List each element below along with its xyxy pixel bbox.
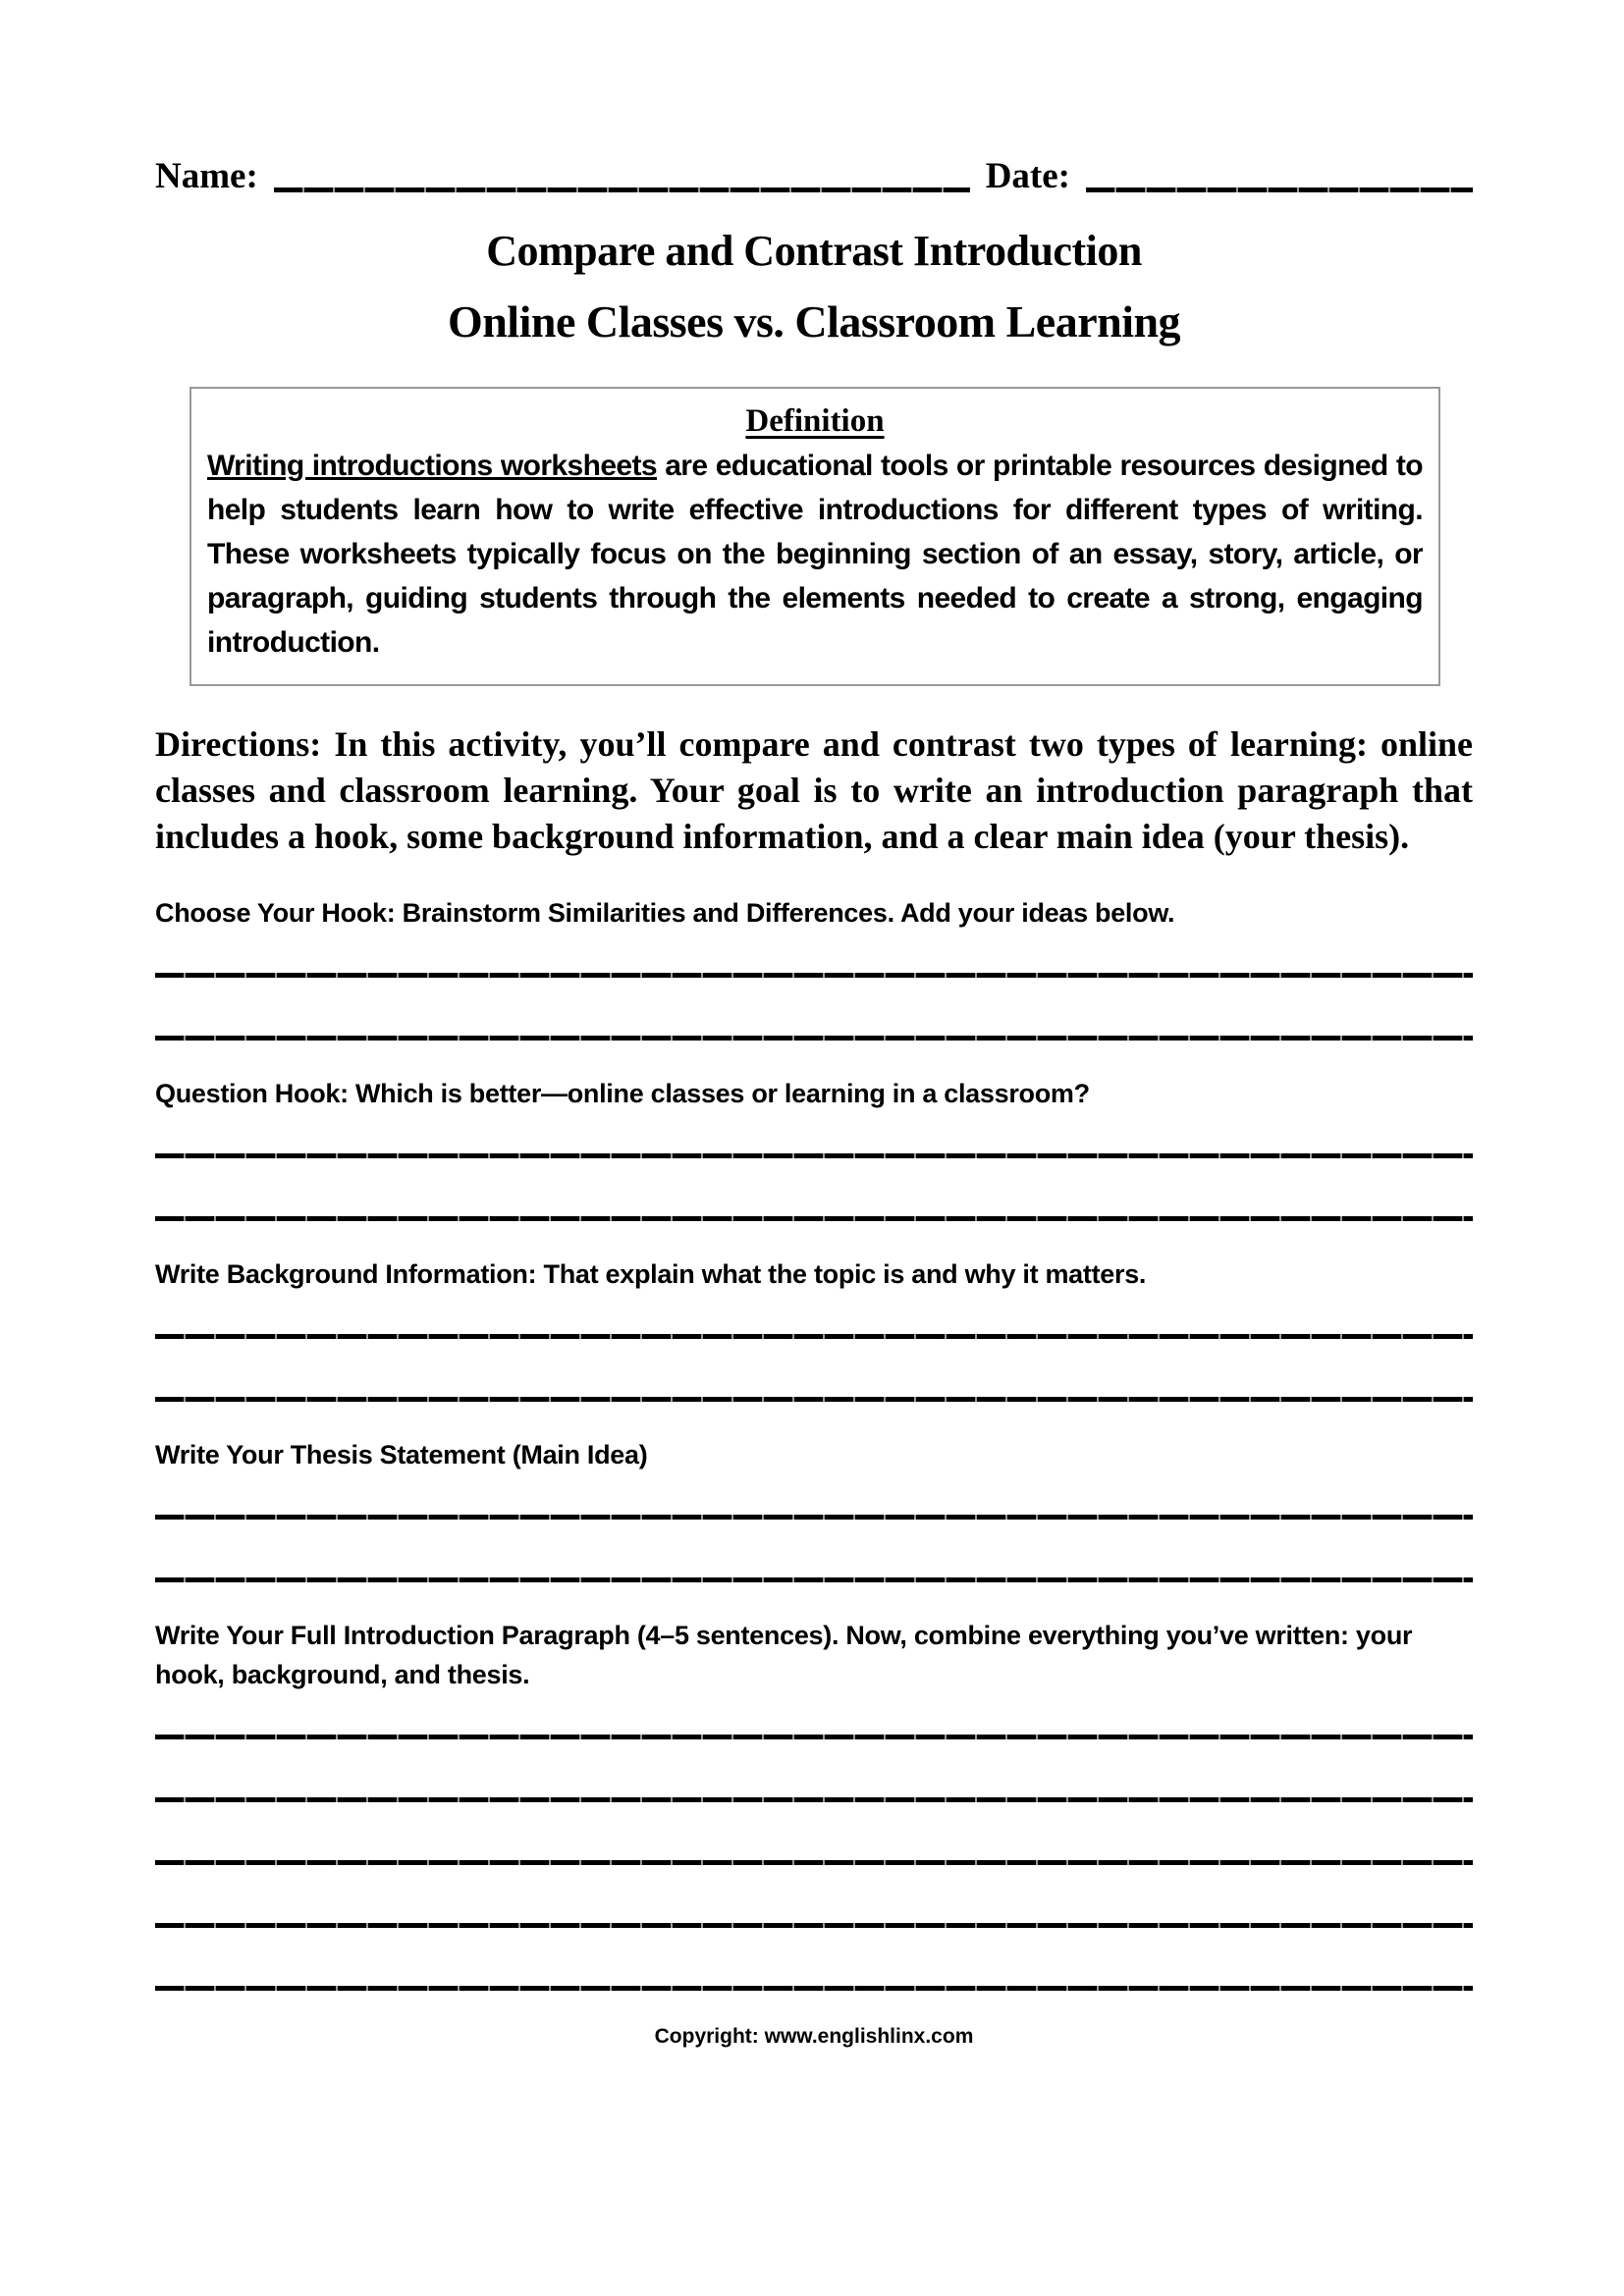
write-line (155, 1339, 1473, 1402)
definition-box (189, 387, 1440, 686)
section-heading-thesis-statement: Write Your Thesis Statement (Main Idea) (155, 1440, 648, 1469)
write-line (155, 1474, 1473, 1520)
name-label: Name: (155, 156, 258, 196)
worksheet-content (155, 0, 1473, 2050)
write-line (155, 1113, 1473, 1158)
write-line (155, 1928, 1473, 1991)
write-line (155, 933, 1473, 978)
section-question-hook (155, 1074, 1473, 1221)
write-line (155, 1520, 1473, 1582)
write-line (155, 978, 1473, 1041)
page-title: Compare and Contrast Introduction (486, 227, 1142, 275)
footer-copyright: Copyright: www.englishlinx.com (654, 2025, 974, 2048)
write-line (155, 1865, 1473, 1928)
section-choose-hook (155, 893, 1473, 1041)
definition-lead-underlined: Writing introductions worksheets (207, 450, 657, 482)
section-heading-background-info: Write Background Information: That explain what the topic is and why it matters. (155, 1259, 1147, 1289)
write-line (155, 1294, 1473, 1339)
write-line (155, 1158, 1473, 1221)
page-subtitle: Online Classes vs. Classroom Learning (447, 296, 1181, 347)
write-line (155, 1739, 1473, 1802)
date-label: Date: (985, 156, 1070, 196)
section-full-introduction (155, 1616, 1473, 1991)
section-heading-choose-hook: Choose Your Hook: Brainstorm Similarities and Differences. Add your ideas below. (155, 898, 1175, 928)
definition-body-rest: are educational tools or printable resources designed to help students learn how to write effective introductions for different types of writing. These worksheets typically focus on the beginning section of an essay, story, article, or paragraph, guiding students through the elements needed to create a strong, engaging introduction. (207, 450, 1423, 659)
section-background-info (155, 1255, 1473, 1402)
name-date-row (155, 0, 1473, 198)
sections-container (155, 893, 1473, 1991)
section-thesis-statement (155, 1435, 1473, 1582)
section-heading-question-hook: Question Hook: Which is better—online classes or learning in a classroom? (155, 1079, 1090, 1108)
definition-heading: Definition (745, 403, 885, 439)
date-blank-line (1086, 187, 1473, 192)
section-heading-full-introduction: Write Your Full Introduction Paragraph (4–5 sentences). Now, combine everything you’ve written: your hook, background, and thesis. (155, 1621, 1413, 1689)
write-line (155, 1694, 1473, 1739)
directions-paragraph: Directions: In this activity, you’ll compare and contrast two types of learning: online classes and classroom learning. Your goal is to write an introduction paragraph that includes a hook, some background information, and a clear main idea (your thesis). (155, 724, 1473, 856)
write-line (155, 1802, 1473, 1865)
name-blank-line (274, 187, 970, 192)
definition-body (207, 444, 1423, 665)
